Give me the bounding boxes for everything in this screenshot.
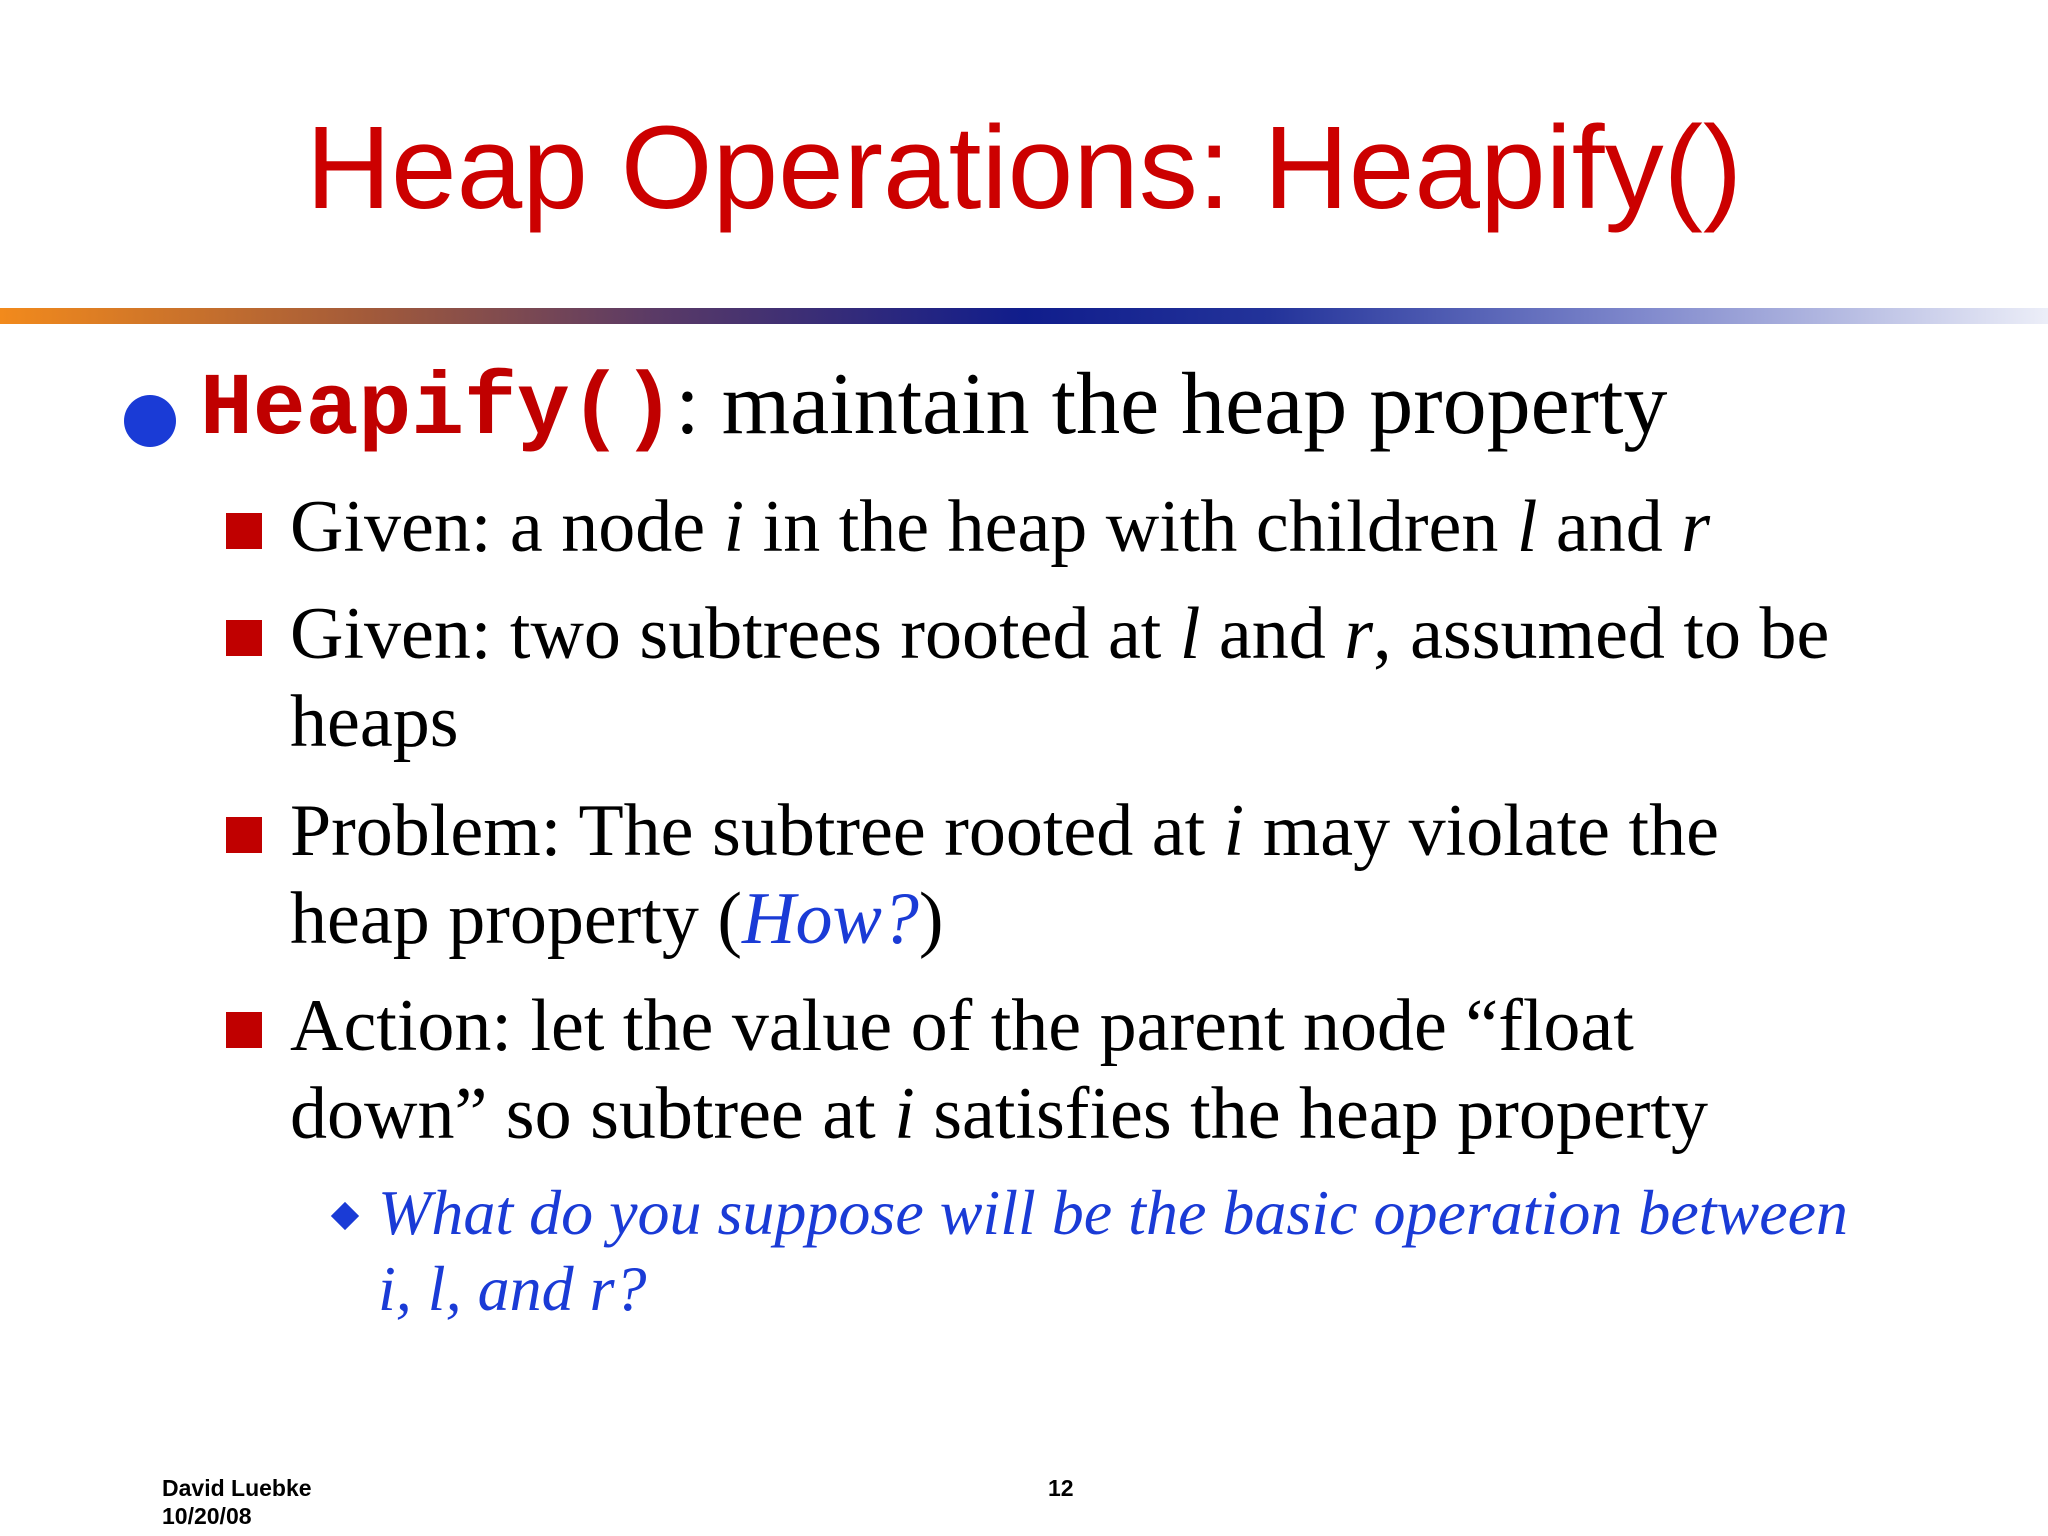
sub-bullet-action: Action: let the value of the parent node “float down” so subtree at i satisfies the heap property [290, 985, 1708, 1155]
square-bullet-icon [226, 817, 262, 853]
heapify-desc: : maintain the heap property [675, 356, 1668, 453]
sub-bullet-problem: Problem: The subtree rooted at i may violate the heap property (How?) [290, 790, 1719, 960]
how-question: How? [742, 878, 919, 960]
diamond-bullet-icon [331, 1202, 359, 1230]
bullet-dot-icon [124, 395, 176, 447]
sub-bullet-given-node: Given: a node i in the heap with children l and r [290, 486, 1711, 568]
page-number: 12 [1048, 1475, 1074, 1501]
sub-bullet-given-subtrees: Given: two subtrees rooted at l and r, assumed to be heaps [290, 593, 1830, 763]
footer-author: David Luebke 10/20/08 [162, 1475, 312, 1529]
square-bullet-icon [226, 620, 262, 656]
sub-sub-bullet-question: What do you suppose will be the basic operation between i, l, and r? [378, 1177, 1848, 1324]
slide-title: Heap Operations: Heapify() [305, 102, 1743, 234]
bullet-heapify [200, 355, 1667, 461]
heapify-code: Heapify() [200, 361, 676, 460]
square-bullet-icon [226, 513, 262, 549]
square-bullet-icon [226, 1012, 262, 1048]
